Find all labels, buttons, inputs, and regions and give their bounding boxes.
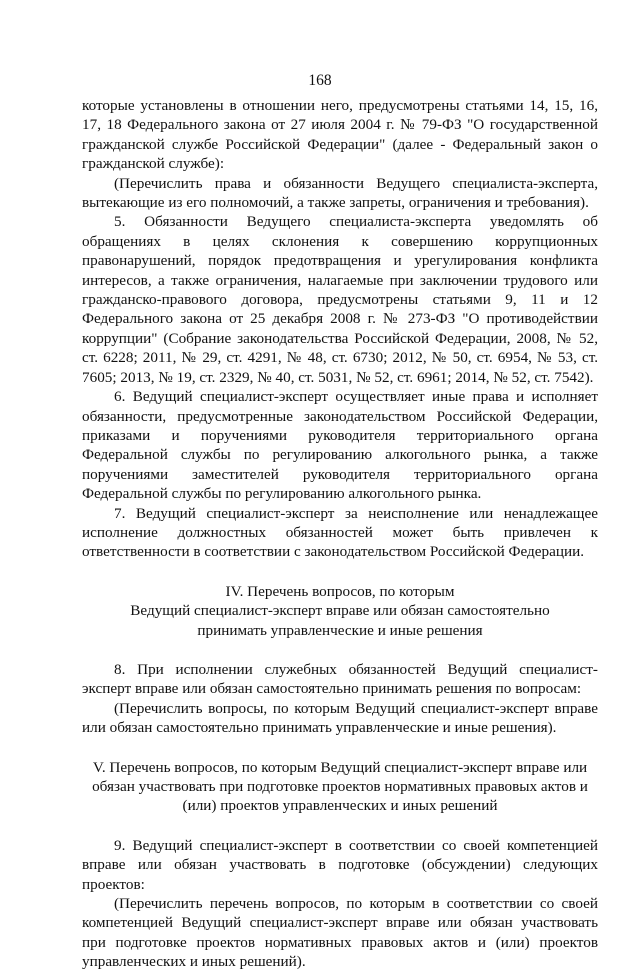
paragraph-note-decisions: (Перечислить вопросы, по которым Ведущий специалист-эксперт вправе или обязан самостоятельно принимать управленческие и иные решения). bbox=[82, 699, 598, 737]
paragraph-note-rights: (Перечислить права и обязанности Ведущего специалиста-эксперта, вытекающие из его полномочий, а также запреты, ограничения и требования). bbox=[82, 174, 598, 212]
section-iv-heading-line-2: Ведущий специалист-эксперт вправе или обязан самостоятельно bbox=[130, 602, 550, 620]
document-body bbox=[82, 96, 598, 972]
paragraph-6: 6. Ведущий специалист-эксперт осуществляет иные права и исполняет обязанности, предусмотренные законодательством Российской Федерации, приказами и поручениями руководителя территориального органа Федеральной службы по регулированию алкогольного рынка, а также поручениями заместителей руководителя территориального органа Федеральной службы по регулированию алкогольного рынка. bbox=[82, 388, 598, 503]
paragraph-continuation: которые установлены в отношении него, предусмотрены статьями 14, 15, 16, 17, 18 Федерального закона от 27 июля 2004 г. № 79-ФЗ "О государственной гражданской службе Российской Федерации" (далее - Федеральный закон о гражданской службе): bbox=[82, 97, 598, 173]
paragraph-note-projects: (Перечислить перечень вопросов, по которым в соответствии со своей компетенцией Ведущий специалист-эксперт вправе или обязан участвовать при подготовке проектов нормативных правовых актов и (или) проектов управленческих и иных решений). bbox=[82, 895, 598, 971]
paragraph-5: 5. Обязанности Ведущего специалиста-эксперта уведомлять об обращениях в целях склонения к совершению коррупционных правонарушений, порядок предотвращения и урегулирования конфликта интересов, а также ограничения, налагаемые при заключении трудового или гражданско-правового договора, предусмотрены статьями 9, 11 и 12 Федерального закона от 25 декабря 2008 г. № 273-ФЗ "О противодействии коррупции" (Собрание законодательства Российской Федерации, 2008, № 52, ст. 6228; 2011, № 29, ст. 4291, № 48, ст. 6730; 2012, № 50, ст. 6954, № 53, ст. 7605; 2013, № 19, ст. 2329, № 40, ст. 5031, № 52, ст. 6961; 2014, № 52, ст. 7542). bbox=[82, 213, 598, 386]
section-iv-heading-line-1: IV. Перечень вопросов, по которым bbox=[225, 582, 455, 600]
section-v-heading-line-2: обязан участвовать при подготовке проектов нормативных правовых актов и bbox=[92, 778, 588, 795]
paragraph-7: 7. Ведущий специалист-эксперт за неисполнение или ненадлежащее исполнение должностных обязанностей может быть привлечен к ответственности в соответствии с законодательством Российской Федерации. bbox=[82, 504, 598, 561]
section-v-heading-line-3: (или) проектов управленческих и иных решений bbox=[182, 797, 498, 815]
paragraph-9: 9. Ведущий специалист-эксперт в соответствии со своей компетенцией вправе или обязан участвовать в подготовке (обсуждении) следующих проектов: bbox=[82, 836, 598, 893]
paragraph-8: 8. При исполнении служебных обязанностей Ведущий специалист-эксперт вправе или обязан самостоятельно принимать решения по вопросам: bbox=[82, 660, 598, 698]
section-iv-heading-line-3: принимать управленческие и иные решения bbox=[197, 621, 483, 639]
page-number: 168 bbox=[308, 72, 332, 89]
section-v-heading-line-1: V. Перечень вопросов, по которым Ведущий специалист-эксперт вправе или bbox=[92, 758, 588, 776]
